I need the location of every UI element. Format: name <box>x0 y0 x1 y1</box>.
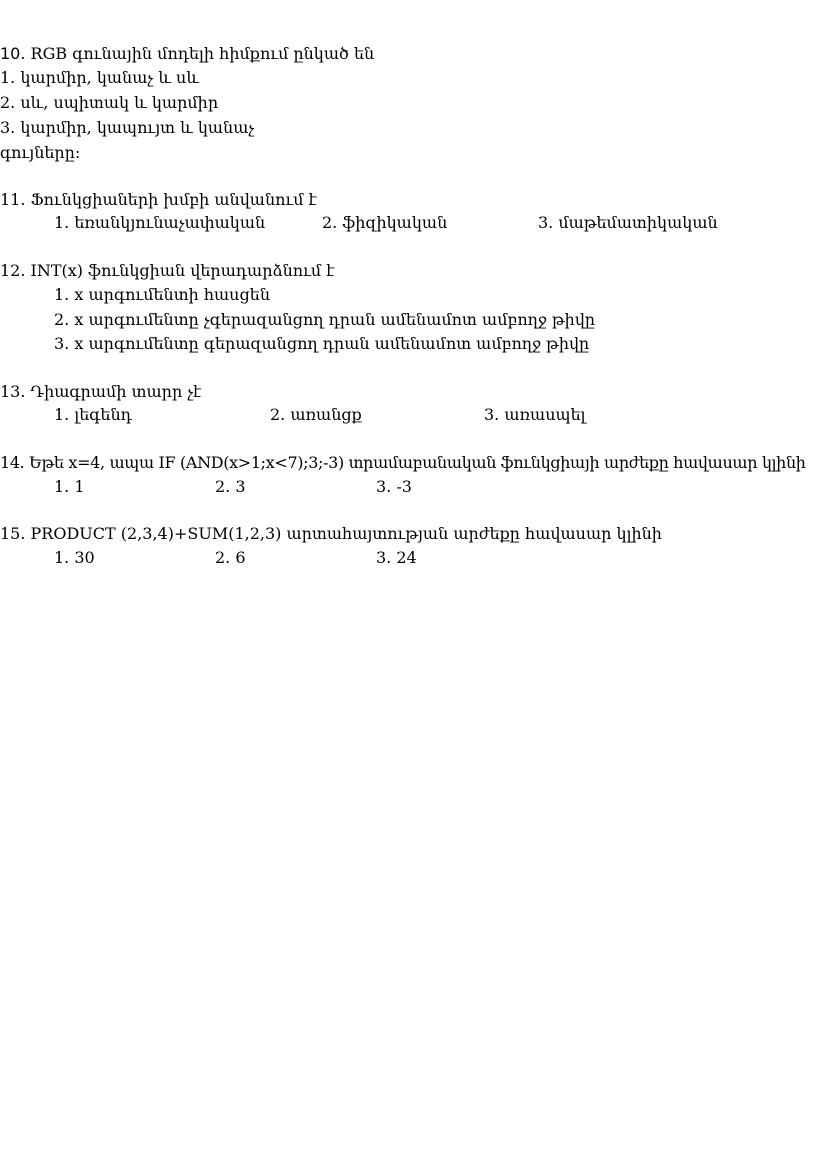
question-11-option-3: 3. մաթեմատիկական <box>538 213 718 232</box>
question-11-stem: 11. Ֆունկցիաների խմբի անվանում է <box>0 190 317 209</box>
question-12-stem: 12. INT(x) ֆունկցիան վերադարձնում է <box>0 261 335 280</box>
question-14-stem: 14. Եթե x=4, ապա IF (AND(x>1;x<7);3;-3) տրամաբանական ֆունկցիայի արժեքը հավասար կլինի <box>0 453 806 472</box>
question-10-stem <box>0 42 374 66</box>
question-10-tail: գույները: <box>0 143 81 162</box>
question-15-option-2: 2. 6 <box>215 548 246 567</box>
question-13-stem: 13. Դիագրամի տարր չէ <box>0 382 202 401</box>
question-10-option-2: 2. սև, սպիտակ և կարմիր <box>0 93 219 112</box>
question-14-option-2: 2. 3 <box>215 477 246 496</box>
question-13-option-3: 3. առասպել <box>484 405 586 424</box>
question-11-option-2: 2. ֆիզիկական <box>322 213 448 232</box>
question-15-option-1: 1. 30 <box>54 548 95 567</box>
question-12-option-3: 3. x արգումենտը գերազանցող դրան ամենամոտ ամբողջ թիվը <box>54 334 590 353</box>
question-10-option-1: 1. կարմիր, կանաչ և սև <box>0 68 199 87</box>
question-14-option-1: 1. 1 <box>54 477 85 496</box>
question-12-option-1: 1. x արգումենտի հասցեն <box>54 285 270 304</box>
question-10-option-3: 3. կարմիր, կապույտ և կանաչ <box>0 118 255 137</box>
question-11-option-1: 1. եռանկյունաչափական <box>54 213 266 232</box>
question-15-option-3: 3. 24 <box>376 548 417 567</box>
question-15-stem: 15. PRODUCT (2,3,4)+SUM(1,2,3) արտահայտության արժեքը հավասար կլինի <box>0 524 662 543</box>
question-10-number: 10. <box>0 44 26 63</box>
question-13-option-1: 1. լեգենդ <box>54 405 132 424</box>
question-14-option-3: 3. -3 <box>376 477 412 496</box>
question-13-option-2: 2. առանցք <box>270 405 362 424</box>
question-12-option-2: 2. x արգումենտը չգերազանցող դրան ամենամոտ ամբողջ թիվը <box>54 310 596 329</box>
question-10-text: RGB գունային մոդելի հիմքում ընկած են <box>30 44 375 63</box>
